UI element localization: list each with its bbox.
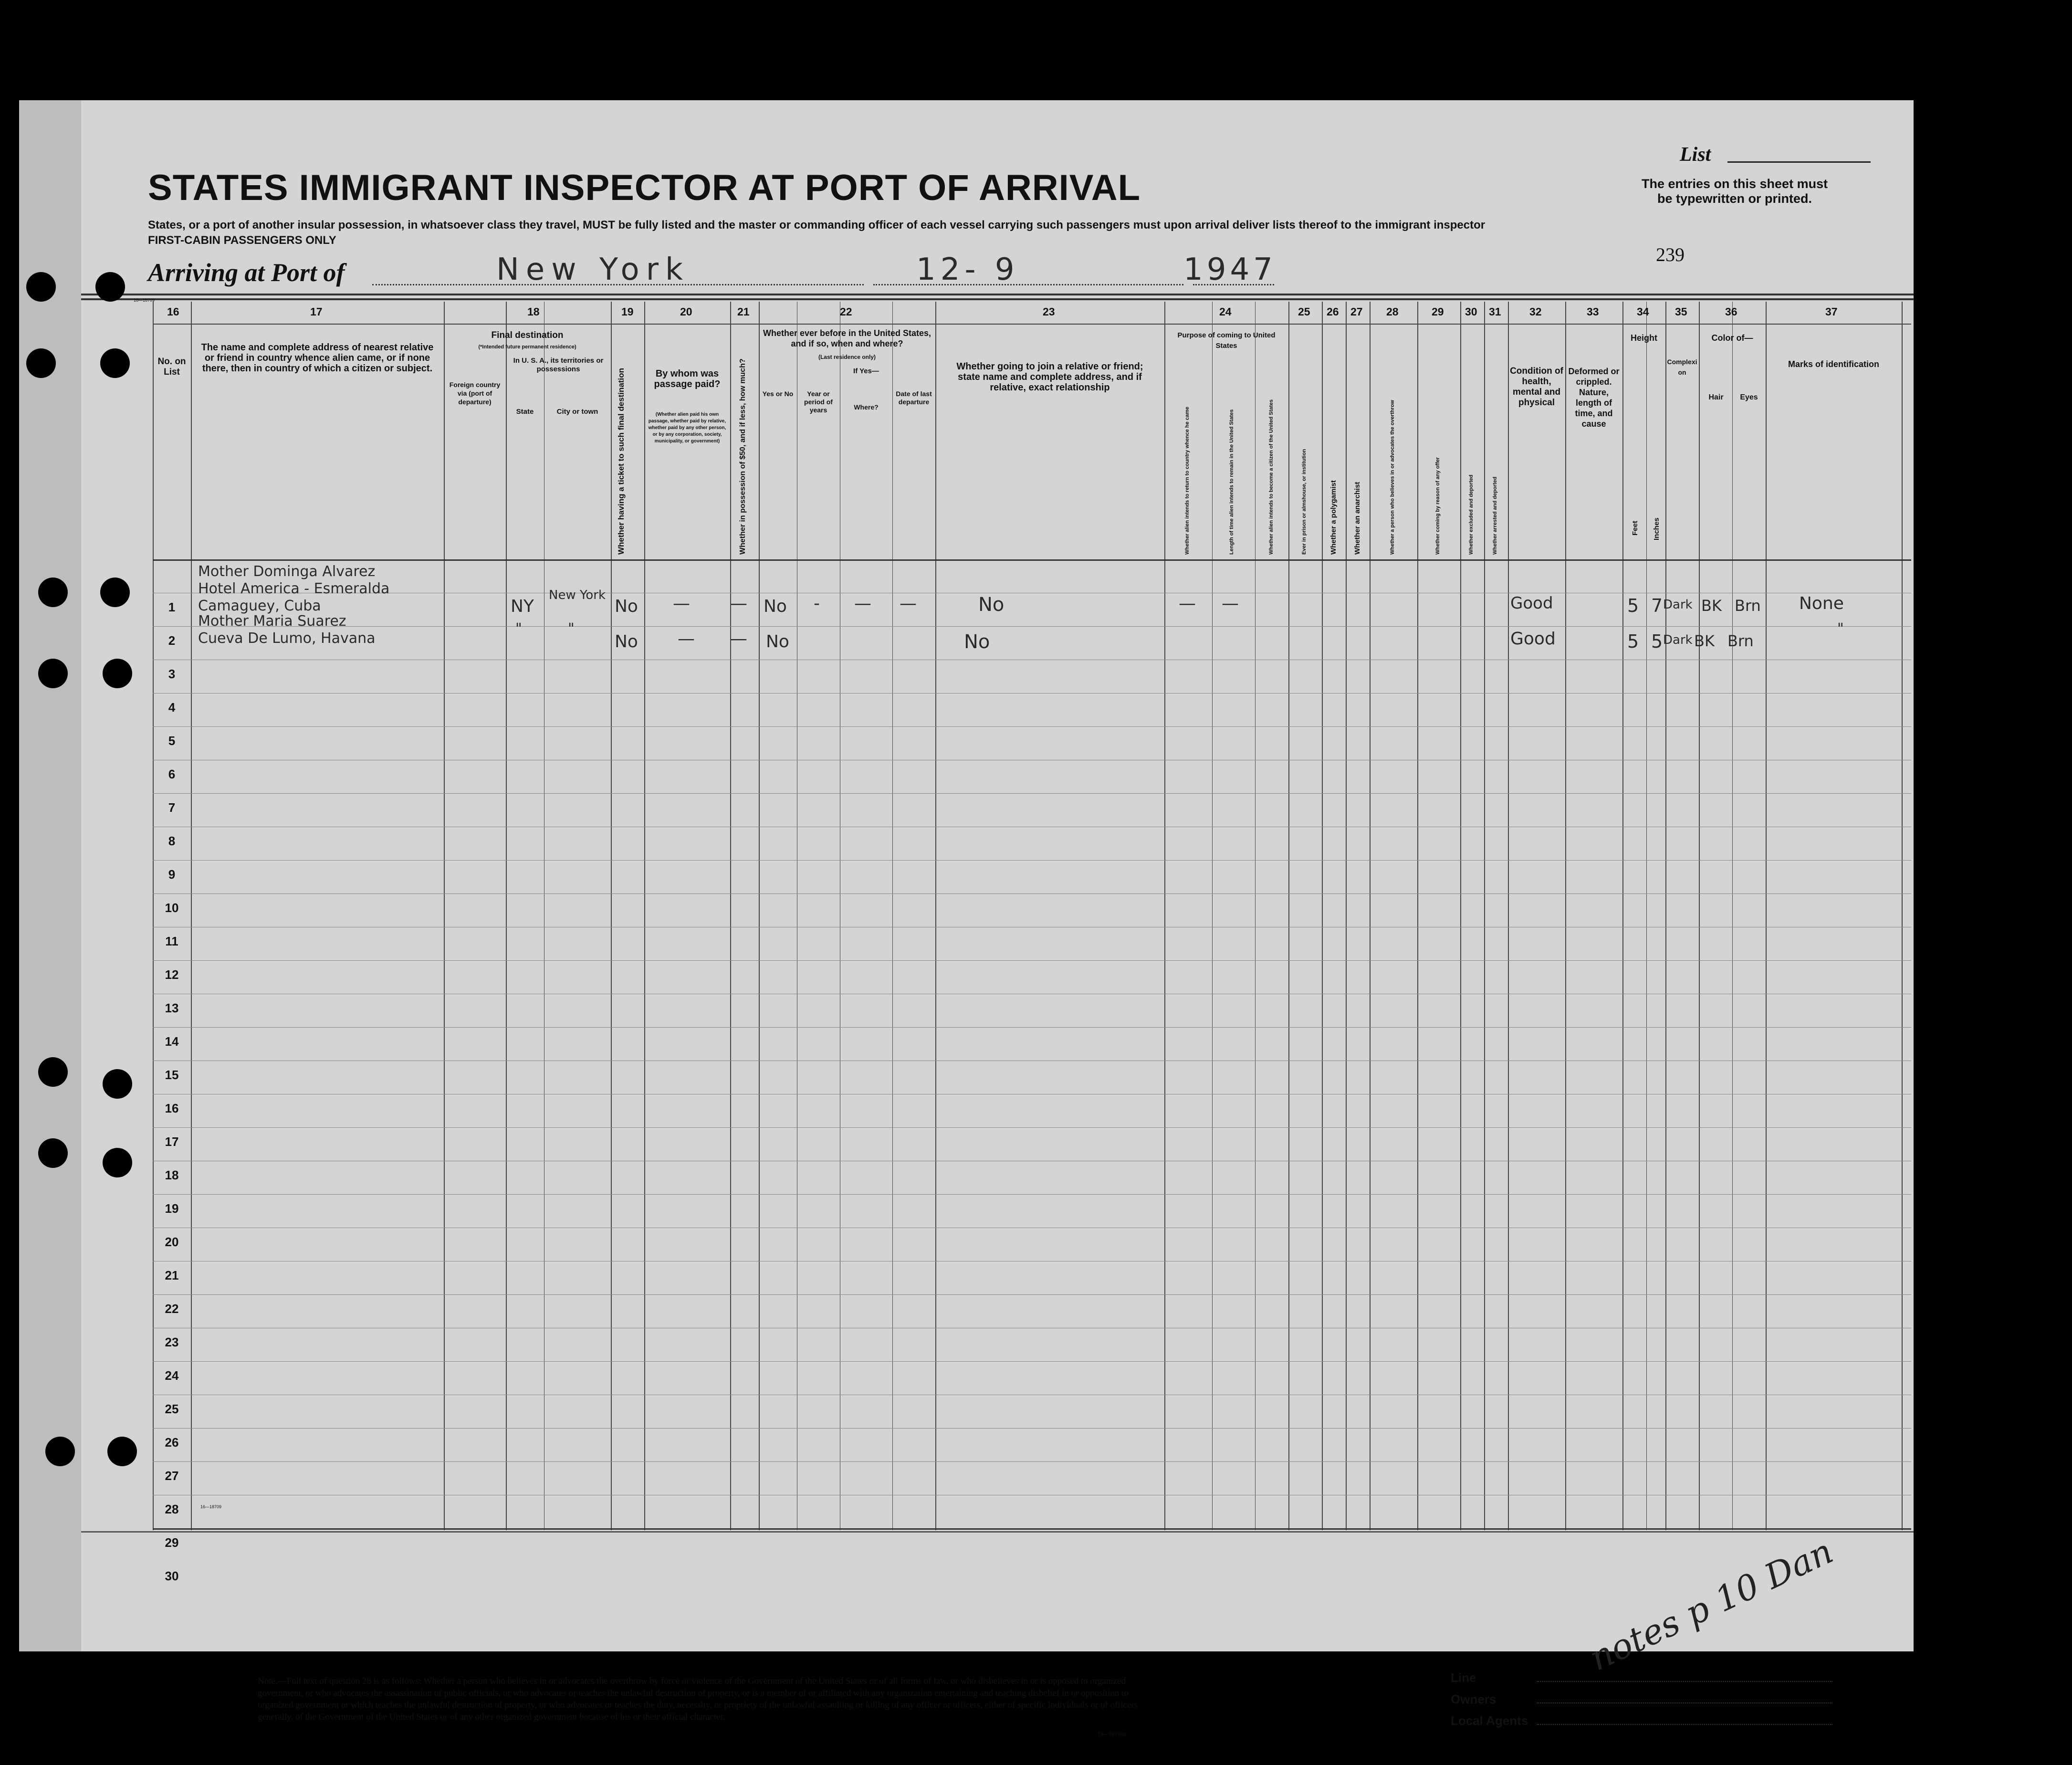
header-city: City or town <box>556 408 598 416</box>
relative-line-1: Mother Maria Suarez <box>198 613 346 630</box>
row-line <box>153 960 1911 961</box>
complexion-value: Dark <box>1663 598 1693 612</box>
column-number: 32 <box>1529 305 1542 318</box>
row-number: 20 <box>165 1235 179 1249</box>
col-divider <box>1565 302 1566 1530</box>
col-divider <box>1460 302 1461 1530</box>
owners-field <box>1537 1702 1832 1703</box>
form-number-top: 16—18709 <box>134 298 155 303</box>
row-number: 6 <box>168 767 176 781</box>
header-foreign-country: Foreign country via (port of departure) <box>449 381 501 406</box>
row-line <box>153 1461 1911 1462</box>
marks-value: None <box>1799 594 1844 613</box>
punch-hole <box>26 348 56 378</box>
row-number: 21 <box>165 1268 179 1282</box>
column-number: 20 <box>680 305 692 318</box>
row-line <box>153 1361 1911 1362</box>
row-number: 5 <box>168 734 176 748</box>
header-final-destination-sub: (*Intended future permanent residence) <box>478 344 576 350</box>
col-divider <box>730 302 731 1530</box>
footer-rule <box>81 1531 1914 1533</box>
instructions-text: States, or a port of another insular possession, in whatsoever class they travel, MUST be fully listed and the master or commanding officer of each vessel carrying such passengers must upon arrival deliver lists thereof to the immigrant inspector <box>148 219 1486 231</box>
column-number: 21 <box>737 305 750 318</box>
header-question-28: Whether a person who believes in or advocates the overthrow <box>1390 400 1395 555</box>
header-color-of: Color of— <box>1711 333 1753 343</box>
header-join-relative: Whether going to join a relative or friend; state name and complete address, and if relative, exact relationship <box>956 361 1143 393</box>
row-number: 30 <box>165 1569 179 1583</box>
relative-line-2: Cueva De Lumo, Havana <box>198 630 376 647</box>
column-number: 26 <box>1327 305 1339 318</box>
row-number: 2 <box>168 633 176 648</box>
manifest-table <box>153 302 1911 1583</box>
state-value: NY <box>511 597 534 616</box>
row-number: 12 <box>165 967 179 982</box>
paid-by-value: — <box>678 629 695 649</box>
ticket-value: No <box>615 632 638 651</box>
page-number: 239 <box>1656 244 1685 265</box>
col-divider <box>1766 302 1767 1530</box>
owners-label: Owners <box>1451 1692 1496 1706</box>
header-deformed: Deformed or crippled. Nature, length of time, and cause <box>1568 367 1620 429</box>
column-number: 31 <box>1489 305 1501 318</box>
col-divider <box>935 302 936 1530</box>
header-inches: Inches <box>1653 517 1661 540</box>
relative-line-1: Mother Dominga Alvarez <box>198 563 376 580</box>
punch-hole <box>38 1057 68 1087</box>
handwritten-signature: notes p 10 Dan <box>1583 1531 1839 1679</box>
header-last-departure: Date of last departure <box>896 390 932 406</box>
header-if-yes: If Yes— <box>853 367 879 375</box>
header-prison: Ever in prison or almshouse, or institution <box>1301 449 1307 555</box>
column-number: 37 <box>1825 305 1838 318</box>
punch-hole <box>45 1437 75 1466</box>
col-divider <box>611 302 612 1530</box>
header-usa: In U. S. A., its territories or possessions <box>513 357 604 373</box>
header-state: State <box>516 408 534 416</box>
local-agents-field <box>1537 1724 1832 1725</box>
row-number: 27 <box>165 1469 179 1483</box>
row-number: 9 <box>168 867 176 882</box>
feet-value: 5 <box>1627 595 1639 616</box>
colnum-divider <box>153 324 1911 325</box>
column-number: 36 <box>1725 305 1737 318</box>
marks-value: " <box>1837 620 1844 637</box>
row-number: 13 <box>165 1001 179 1015</box>
paid-by-value: — <box>673 594 690 613</box>
col-divider <box>1346 302 1347 1530</box>
hair-value: BK <box>1694 632 1715 650</box>
col-divider <box>1732 302 1733 1530</box>
punch-hole <box>38 578 68 607</box>
eyes-value: Brn <box>1727 632 1754 650</box>
header-eyes: Eyes <box>1740 393 1758 401</box>
city-value: New York <box>549 588 606 602</box>
col-divider <box>506 302 507 1530</box>
header-complexion: Complexion <box>1667 358 1697 376</box>
header-marks: Marks of identification <box>1788 359 1880 369</box>
col-divider <box>1622 302 1623 1530</box>
column-number: 22 <box>840 305 852 318</box>
join-value: No <box>978 594 1005 616</box>
col-divider <box>1370 302 1371 1530</box>
header-yes-no: Yes or No <box>762 390 794 398</box>
punch-hole <box>26 272 56 302</box>
line-label: Line <box>1451 1670 1476 1685</box>
row-number: 26 <box>165 1435 179 1450</box>
column-number: 19 <box>621 305 634 318</box>
header-hair: Hair <box>1708 393 1724 401</box>
col-divider <box>1322 302 1323 1530</box>
row-number: 17 <box>165 1135 179 1149</box>
purpose-return-value: — <box>1179 594 1196 613</box>
purpose-length-value: — <box>1222 594 1239 613</box>
complexion-value: Dark <box>1663 633 1693 647</box>
punch-hole <box>103 659 132 688</box>
column-number: 25 <box>1298 305 1310 318</box>
list-label: List <box>1680 144 1711 166</box>
col-divider <box>759 302 760 1530</box>
money-value: — <box>730 629 747 649</box>
punch-hole <box>95 272 125 302</box>
hair-value: BK <box>1701 597 1722 615</box>
inches-value: 7 <box>1651 595 1663 616</box>
entries-note-line-1: The entries on this sheet must <box>1642 177 1828 191</box>
row-number: 16 <box>165 1101 179 1115</box>
arriving-label: Arriving at Port of <box>148 258 345 287</box>
row-line <box>153 793 1911 794</box>
header-anarchist: Whether an anarchist <box>1353 482 1361 555</box>
header-purpose: Purpose of coming to United States <box>1177 331 1276 350</box>
header-purpose-return: Whether alien intends to return to country whence he came <box>1184 407 1190 555</box>
row-number: 11 <box>165 934 178 948</box>
row-number: 15 <box>165 1068 179 1082</box>
where-value: — <box>854 594 871 613</box>
list-number-line <box>1727 161 1871 163</box>
been-before-value: No <box>766 632 789 651</box>
manifest-sheet <box>19 100 1914 1737</box>
column-number: 30 <box>1465 305 1477 318</box>
city-value: " <box>568 620 575 637</box>
col-divider <box>644 302 645 1530</box>
row-number: 14 <box>165 1034 179 1049</box>
col-divider <box>191 302 192 1530</box>
header-offer: Whether coming by reason of any offer <box>1435 457 1441 555</box>
row-line <box>153 1027 1911 1028</box>
column-number: 24 <box>1219 305 1232 318</box>
class-line: FIRST-CABIN PASSENGERS ONLY <box>148 234 336 247</box>
relative-line-3: Camaguey, Cuba <box>198 598 321 614</box>
row-line <box>153 726 1911 727</box>
col-divider <box>444 302 445 1530</box>
header-final-destination: Final destination <box>491 330 564 340</box>
eyes-value: Brn <box>1735 597 1761 615</box>
col-divider <box>1902 302 1903 1530</box>
entries-note <box>1642 177 1828 206</box>
row-number: 29 <box>165 1535 179 1550</box>
header-rule-top <box>81 294 1914 295</box>
footer-note: Note.—Full text of question 28 is as follows: Whether a person who believes in or advocates the overthrow by force or violence of the Government of the United States or of all forms of law, or who disbelieves in or is opposed to organized government, or who advocates the assassination of public officials, or who advocates or teaches the unlawful destruction of property, or is a member of or affiliated with any organization entertaining and teaching disbelief in or opposition to organized government or which teaches the unlawful destruction of property, or who advocates or teaches the duty, necessity, or propriety of the unlawful assaulting or killing of any officer or officers, either of specific individuals or of officers generally, of the Government of the United States or of any other organized government because of his or their official character. <box>258 1676 1138 1722</box>
header-ticket: Whether having a ticket to such final destination <box>617 368 626 555</box>
left-margin-strip <box>19 100 81 1651</box>
column-number: 16 <box>167 305 179 318</box>
col-divider <box>1417 302 1418 1530</box>
row-number: 28 <box>165 1502 179 1516</box>
years-value: - <box>814 594 820 613</box>
row-line <box>153 1127 1911 1128</box>
row-line <box>153 860 1911 861</box>
header-been-before: Whether ever before in the United States, and if so, when and where? <box>763 328 931 348</box>
row-number: 3 <box>168 667 176 681</box>
col-divider <box>1288 302 1289 1530</box>
date-value: 12- 9 <box>916 252 1019 287</box>
inches-value: 5 <box>1651 631 1663 652</box>
punch-hole <box>100 348 130 378</box>
row-number: 24 <box>165 1368 179 1383</box>
punch-hole <box>103 1148 132 1177</box>
header-health: Condition of health, mental and physical <box>1510 366 1563 408</box>
col-divider <box>1484 302 1485 1530</box>
port-value: New York <box>496 252 690 287</box>
row-number: 19 <box>165 1201 179 1216</box>
row-line <box>153 1194 1911 1195</box>
relative-line-2: Hotel America - Esmeralda <box>198 580 390 597</box>
col-divider <box>1255 302 1256 1530</box>
page-title: STATES IMMIGRANT INSPECTOR AT PORT OF ARRIVAL <box>148 168 1141 208</box>
punch-hole <box>38 1138 68 1168</box>
row-line <box>153 1428 1911 1429</box>
join-value: No <box>964 631 990 653</box>
header-passage-paid: By whom was passage paid? <box>654 368 721 389</box>
col-divider <box>1646 302 1647 1530</box>
header-excluded: Whether excluded and deported <box>1468 474 1474 555</box>
feet-value: 5 <box>1627 631 1639 652</box>
header-purpose-citizen: Whether alien intends to become a citizen of the United States <box>1268 399 1274 555</box>
column-number: 29 <box>1432 305 1444 318</box>
header-where: Where? <box>854 403 879 411</box>
departure-value: — <box>900 594 917 613</box>
punch-hole <box>103 1069 132 1099</box>
row-line <box>153 626 1911 627</box>
ticket-value: No <box>615 597 638 616</box>
column-number: 27 <box>1350 305 1363 318</box>
column-number: 17 <box>310 305 323 318</box>
header-height: Height <box>1631 333 1657 343</box>
row-number: 8 <box>168 834 176 848</box>
line-field <box>1537 1681 1832 1682</box>
header-no-on-list: No. on List <box>157 357 186 377</box>
row-number: 25 <box>165 1402 179 1416</box>
row-number: 10 <box>165 901 179 915</box>
header-rule-bottom <box>81 298 1914 300</box>
health-value: Good <box>1510 629 1556 649</box>
header-arrested: Whether arrested and deported <box>1492 476 1498 555</box>
punch-hole <box>38 659 68 688</box>
punch-hole <box>107 1437 137 1466</box>
header-been-before-sub: (Last residence only) <box>818 354 876 360</box>
header-feet: Feet <box>1631 521 1639 536</box>
header-polygamist: Whether a polygamist <box>1329 480 1338 555</box>
column-number: 28 <box>1386 305 1399 318</box>
col-divider <box>892 302 893 1530</box>
col-divider <box>1665 302 1666 1530</box>
row-number: 23 <box>165 1335 179 1349</box>
punch-hole <box>100 578 130 607</box>
been-before-value: No <box>764 597 787 616</box>
footer-form-code: 16—18709b <box>1098 1732 1126 1737</box>
column-number: 34 <box>1637 305 1649 318</box>
year-value: 1947 <box>1183 252 1277 287</box>
col-divider <box>1508 302 1509 1530</box>
row-line <box>153 893 1911 894</box>
entries-note-line-2: be typewritten or printed. <box>1657 191 1812 206</box>
col-divider <box>1699 302 1700 1530</box>
row-number: 22 <box>165 1302 179 1316</box>
col-divider <box>1212 302 1213 1530</box>
column-number: 18 <box>527 305 540 318</box>
column-number: 35 <box>1675 305 1687 318</box>
header-years: Year or period of years <box>804 390 833 414</box>
column-number: 33 <box>1587 305 1599 318</box>
state-value: " <box>515 620 522 637</box>
header-passage-paid-sub: (Whether alien paid his own passage, whether paid by relative, whether paid by any other person, or by any corporation, society, municipality, or government) <box>648 412 726 444</box>
row-line <box>153 1294 1911 1295</box>
header-fifty-dollars: Whether in possession of $50, and if less, how much? <box>739 358 747 555</box>
header-relative: The name and complete address of nearest relative or friend in country whence alien came, or if none there, then in country of which a citizen or subject. <box>201 342 434 374</box>
form-number-bottom: 16—18709 <box>200 1504 222 1509</box>
column-number: 23 <box>1043 305 1055 318</box>
row-number: 7 <box>168 800 176 815</box>
row-number: 18 <box>165 1168 179 1182</box>
header-bottom-divider <box>153 559 1911 561</box>
row-number: 4 <box>168 700 176 714</box>
money-value: — <box>730 594 747 613</box>
header-purpose-length: Length of time alien intends to remain in the United States <box>1229 409 1235 555</box>
table-bottom <box>153 1528 1911 1530</box>
local-agents-label: Local Agents <box>1451 1713 1528 1728</box>
row-number: 1 <box>168 600 176 614</box>
col-divider <box>1164 302 1165 1530</box>
health-value: Good <box>1510 594 1553 613</box>
